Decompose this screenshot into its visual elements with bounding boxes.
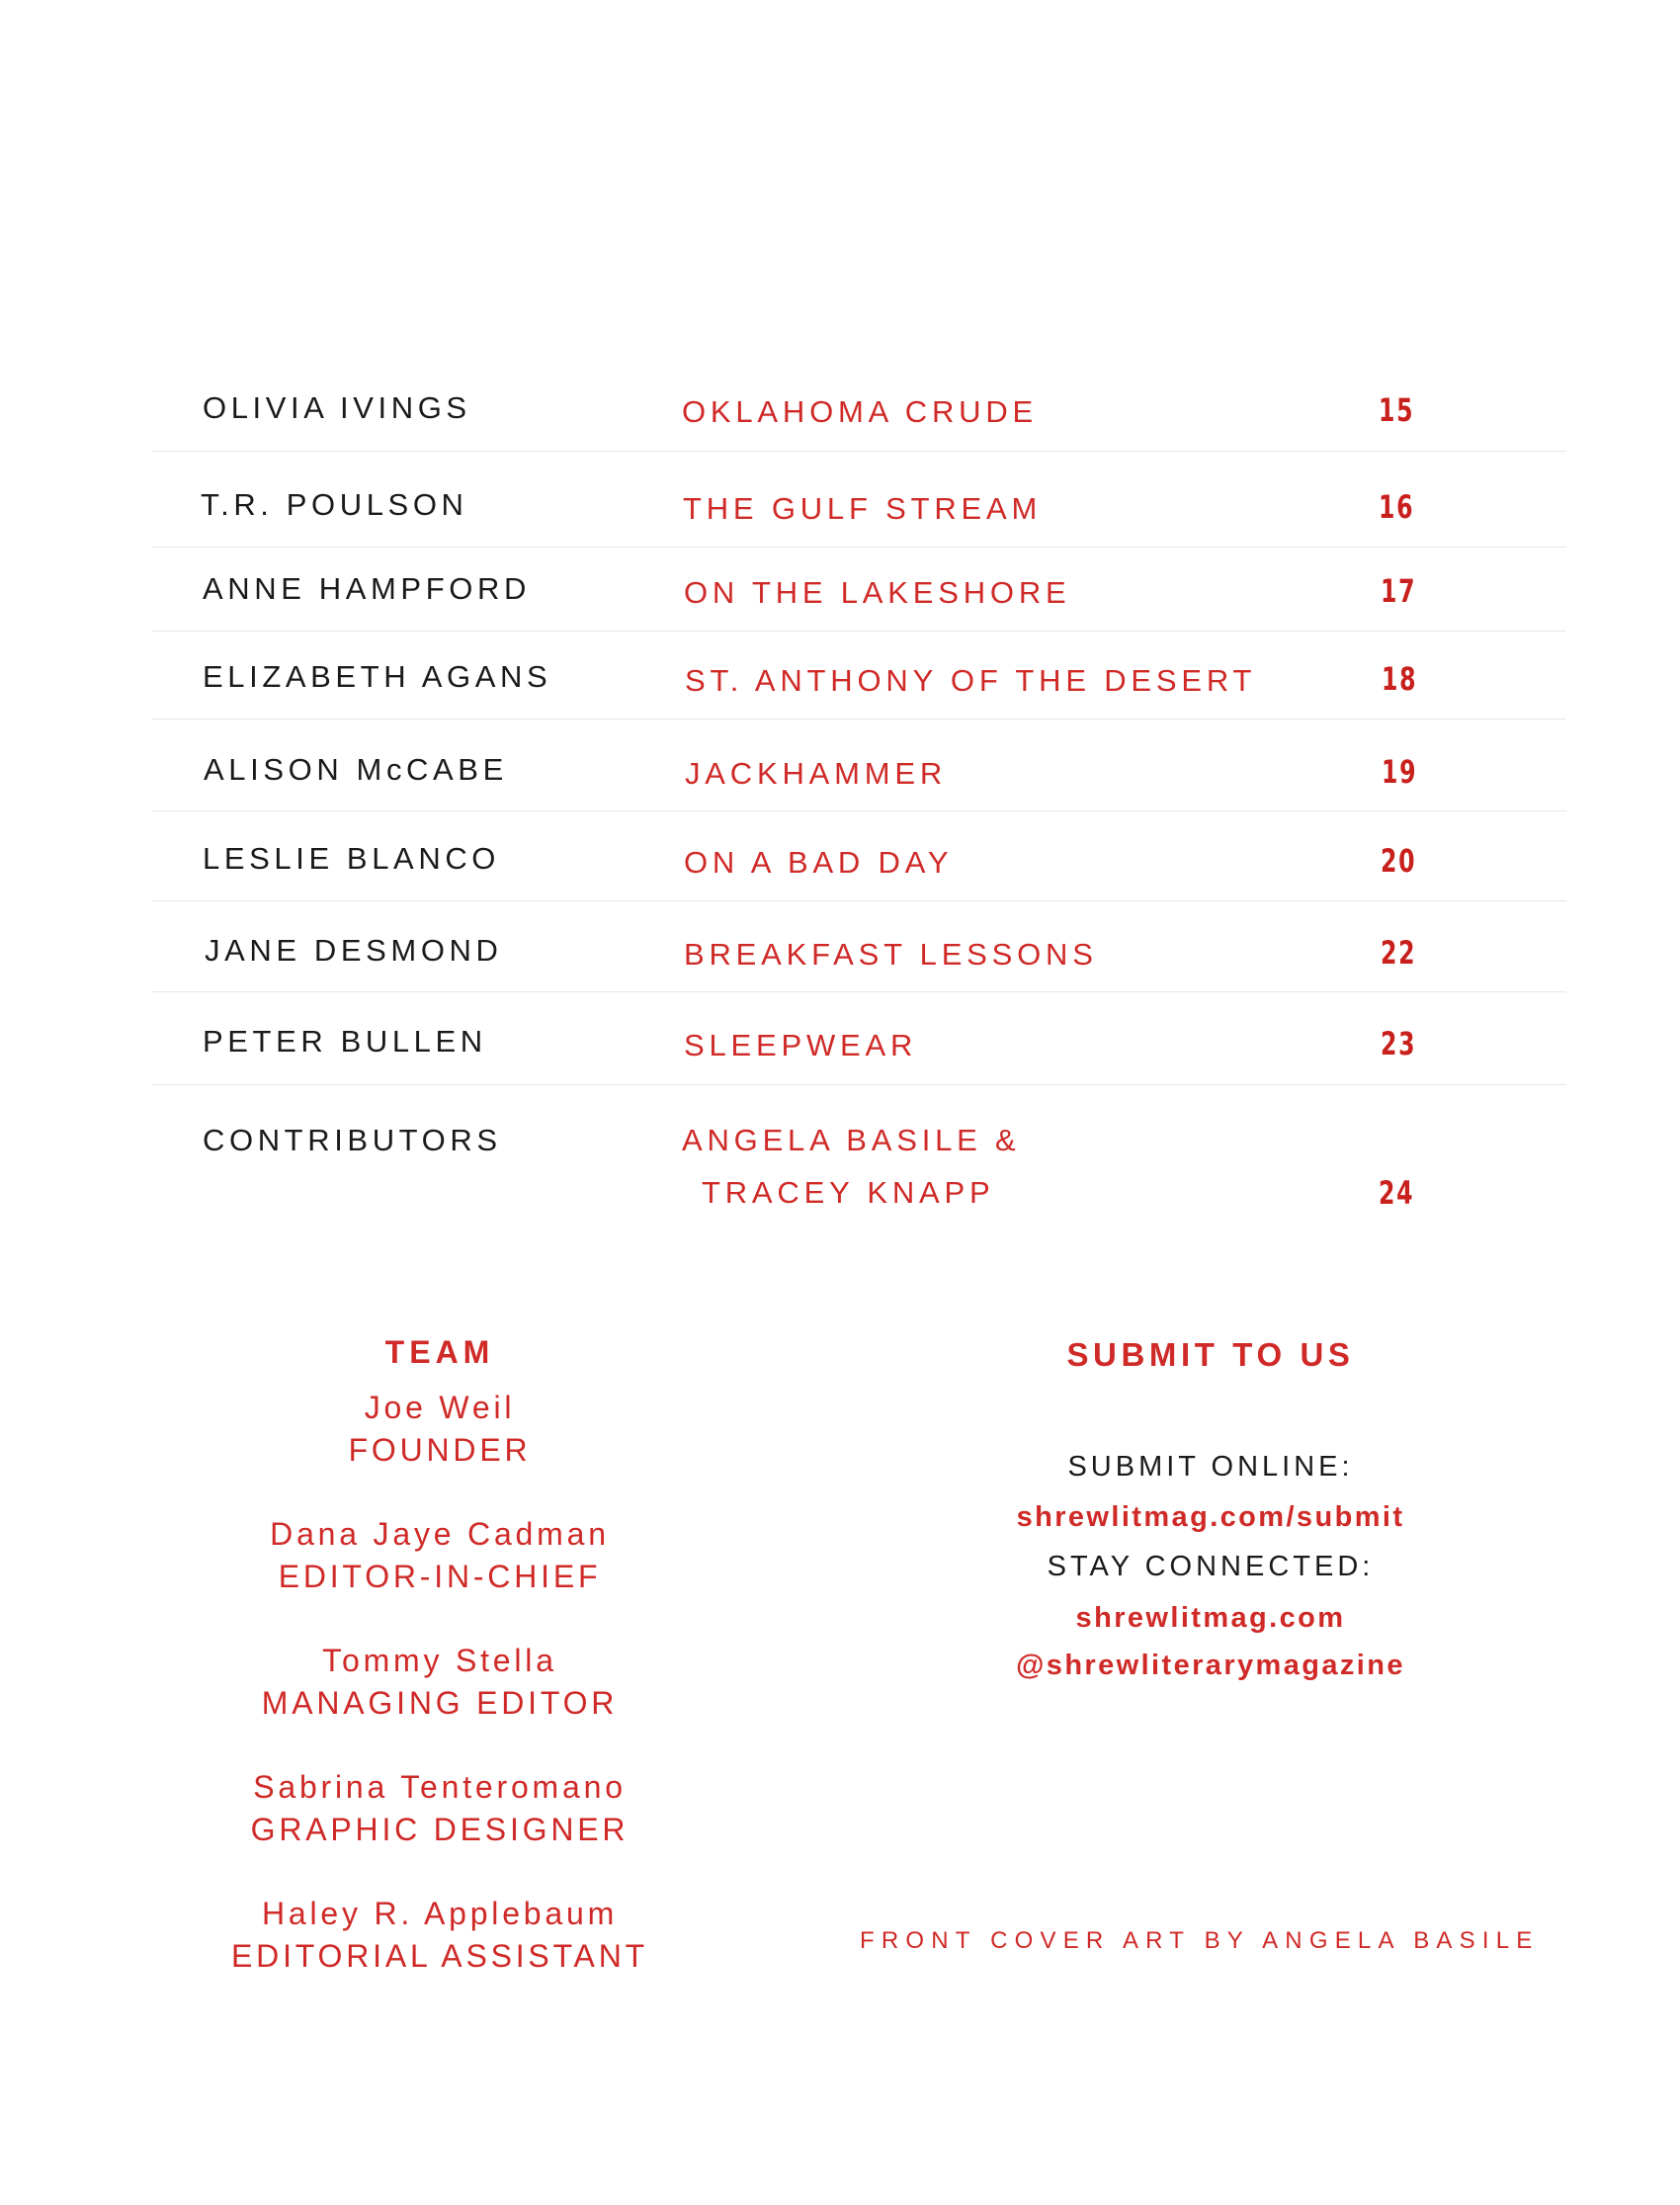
toc-author: PETER BULLEN <box>203 1024 487 1059</box>
toc-divider <box>151 991 1566 992</box>
toc-divider <box>151 900 1566 901</box>
toc-page-number: 19 <box>1382 753 1418 791</box>
toc-page-number: 22 <box>1381 934 1417 972</box>
toc-author: OLIVIA IVINGS <box>203 390 471 425</box>
toc-page-number: 24 <box>1379 1174 1415 1212</box>
stay-connected-label: STAY CONNECTED: <box>1047 1551 1375 1582</box>
team-member <box>193 1766 687 1851</box>
submit-section <box>964 1336 1458 1682</box>
toc-divider <box>151 631 1566 632</box>
member-role: GRAPHIC DESIGNER <box>250 1812 630 1847</box>
toc-title-line-1: ANGELA BASILE & <box>682 1123 1021 1157</box>
team-member <box>193 1893 687 1978</box>
toc-divider <box>151 451 1566 452</box>
social-handle-link[interactable]: @shrewliterarymagazine <box>1016 1650 1405 1681</box>
submit-online-label: SUBMIT ONLINE: <box>1067 1451 1354 1483</box>
team-member <box>193 1387 687 1472</box>
toc-author: JANE DESMOND <box>205 933 503 968</box>
toc-author: ANNE HAMPFORD <box>203 571 531 606</box>
toc-page-number: 17 <box>1381 572 1417 610</box>
toc-page-number: 16 <box>1379 488 1415 526</box>
toc-title: BREAKFAST LESSONS <box>684 937 1098 972</box>
toc-title: ST. ANTHONY OF THE DESERT <box>685 663 1257 698</box>
toc-divider <box>151 719 1566 720</box>
toc-author: ELIZABETH AGANS <box>203 659 552 694</box>
toc-title-line-2: TRACEY KNAPP <box>702 1175 995 1210</box>
member-role: MANAGING EDITOR <box>261 1685 619 1721</box>
member-role: EDITOR-IN-CHIEF <box>278 1559 602 1594</box>
team-member <box>193 1513 687 1598</box>
member-name: Joe Weil <box>364 1390 516 1425</box>
toc-title <box>682 1125 1021 1208</box>
team-heading: TEAM <box>384 1334 495 1370</box>
member-name: Dana Jaye Cadman <box>270 1516 610 1552</box>
toc-title: JACKHAMMER <box>685 756 948 791</box>
toc-title: OKLAHOMA CRUDE <box>682 394 1039 429</box>
toc-author: CONTRIBUTORS <box>203 1123 502 1157</box>
website-link[interactable]: shrewlitmag.com <box>1075 1602 1346 1634</box>
cover-art-credit: FRONT COVER ART BY ANGELA BASILE <box>860 1927 1540 1954</box>
toc-page-number: 15 <box>1379 391 1415 429</box>
member-name: Sabrina Tenteromano <box>253 1769 627 1805</box>
member-role: EDITORIAL ASSISTANT <box>231 1938 648 1974</box>
submit-online-link[interactable]: shrewlitmag.com/submit <box>1016 1501 1405 1533</box>
toc-page-number: 20 <box>1381 842 1417 880</box>
toc-divider <box>151 1084 1566 1085</box>
team-section <box>193 1334 687 2019</box>
member-name: Haley R. Applebaum <box>261 1896 619 1931</box>
toc-page-number: 23 <box>1381 1025 1417 1062</box>
toc-title: THE GULF STREAM <box>683 491 1043 526</box>
member-name: Tommy Stella <box>322 1643 557 1678</box>
toc-divider <box>151 810 1566 811</box>
toc-author: T.R. POULSON <box>201 487 468 522</box>
toc-divider <box>151 547 1566 548</box>
toc-title: ON THE LAKESHORE <box>684 575 1071 610</box>
toc-title: ON A BAD DAY <box>684 845 954 880</box>
toc-page-number: 18 <box>1382 660 1418 698</box>
toc-title: SLEEPWEAR <box>684 1028 918 1062</box>
toc-author: LESLIE BLANCO <box>203 841 501 876</box>
submit-heading: SUBMIT TO US <box>1066 1336 1355 1373</box>
team-member <box>193 1640 687 1725</box>
member-role: FOUNDER <box>348 1432 532 1468</box>
toc-author: ALISON McCABE <box>204 752 508 787</box>
